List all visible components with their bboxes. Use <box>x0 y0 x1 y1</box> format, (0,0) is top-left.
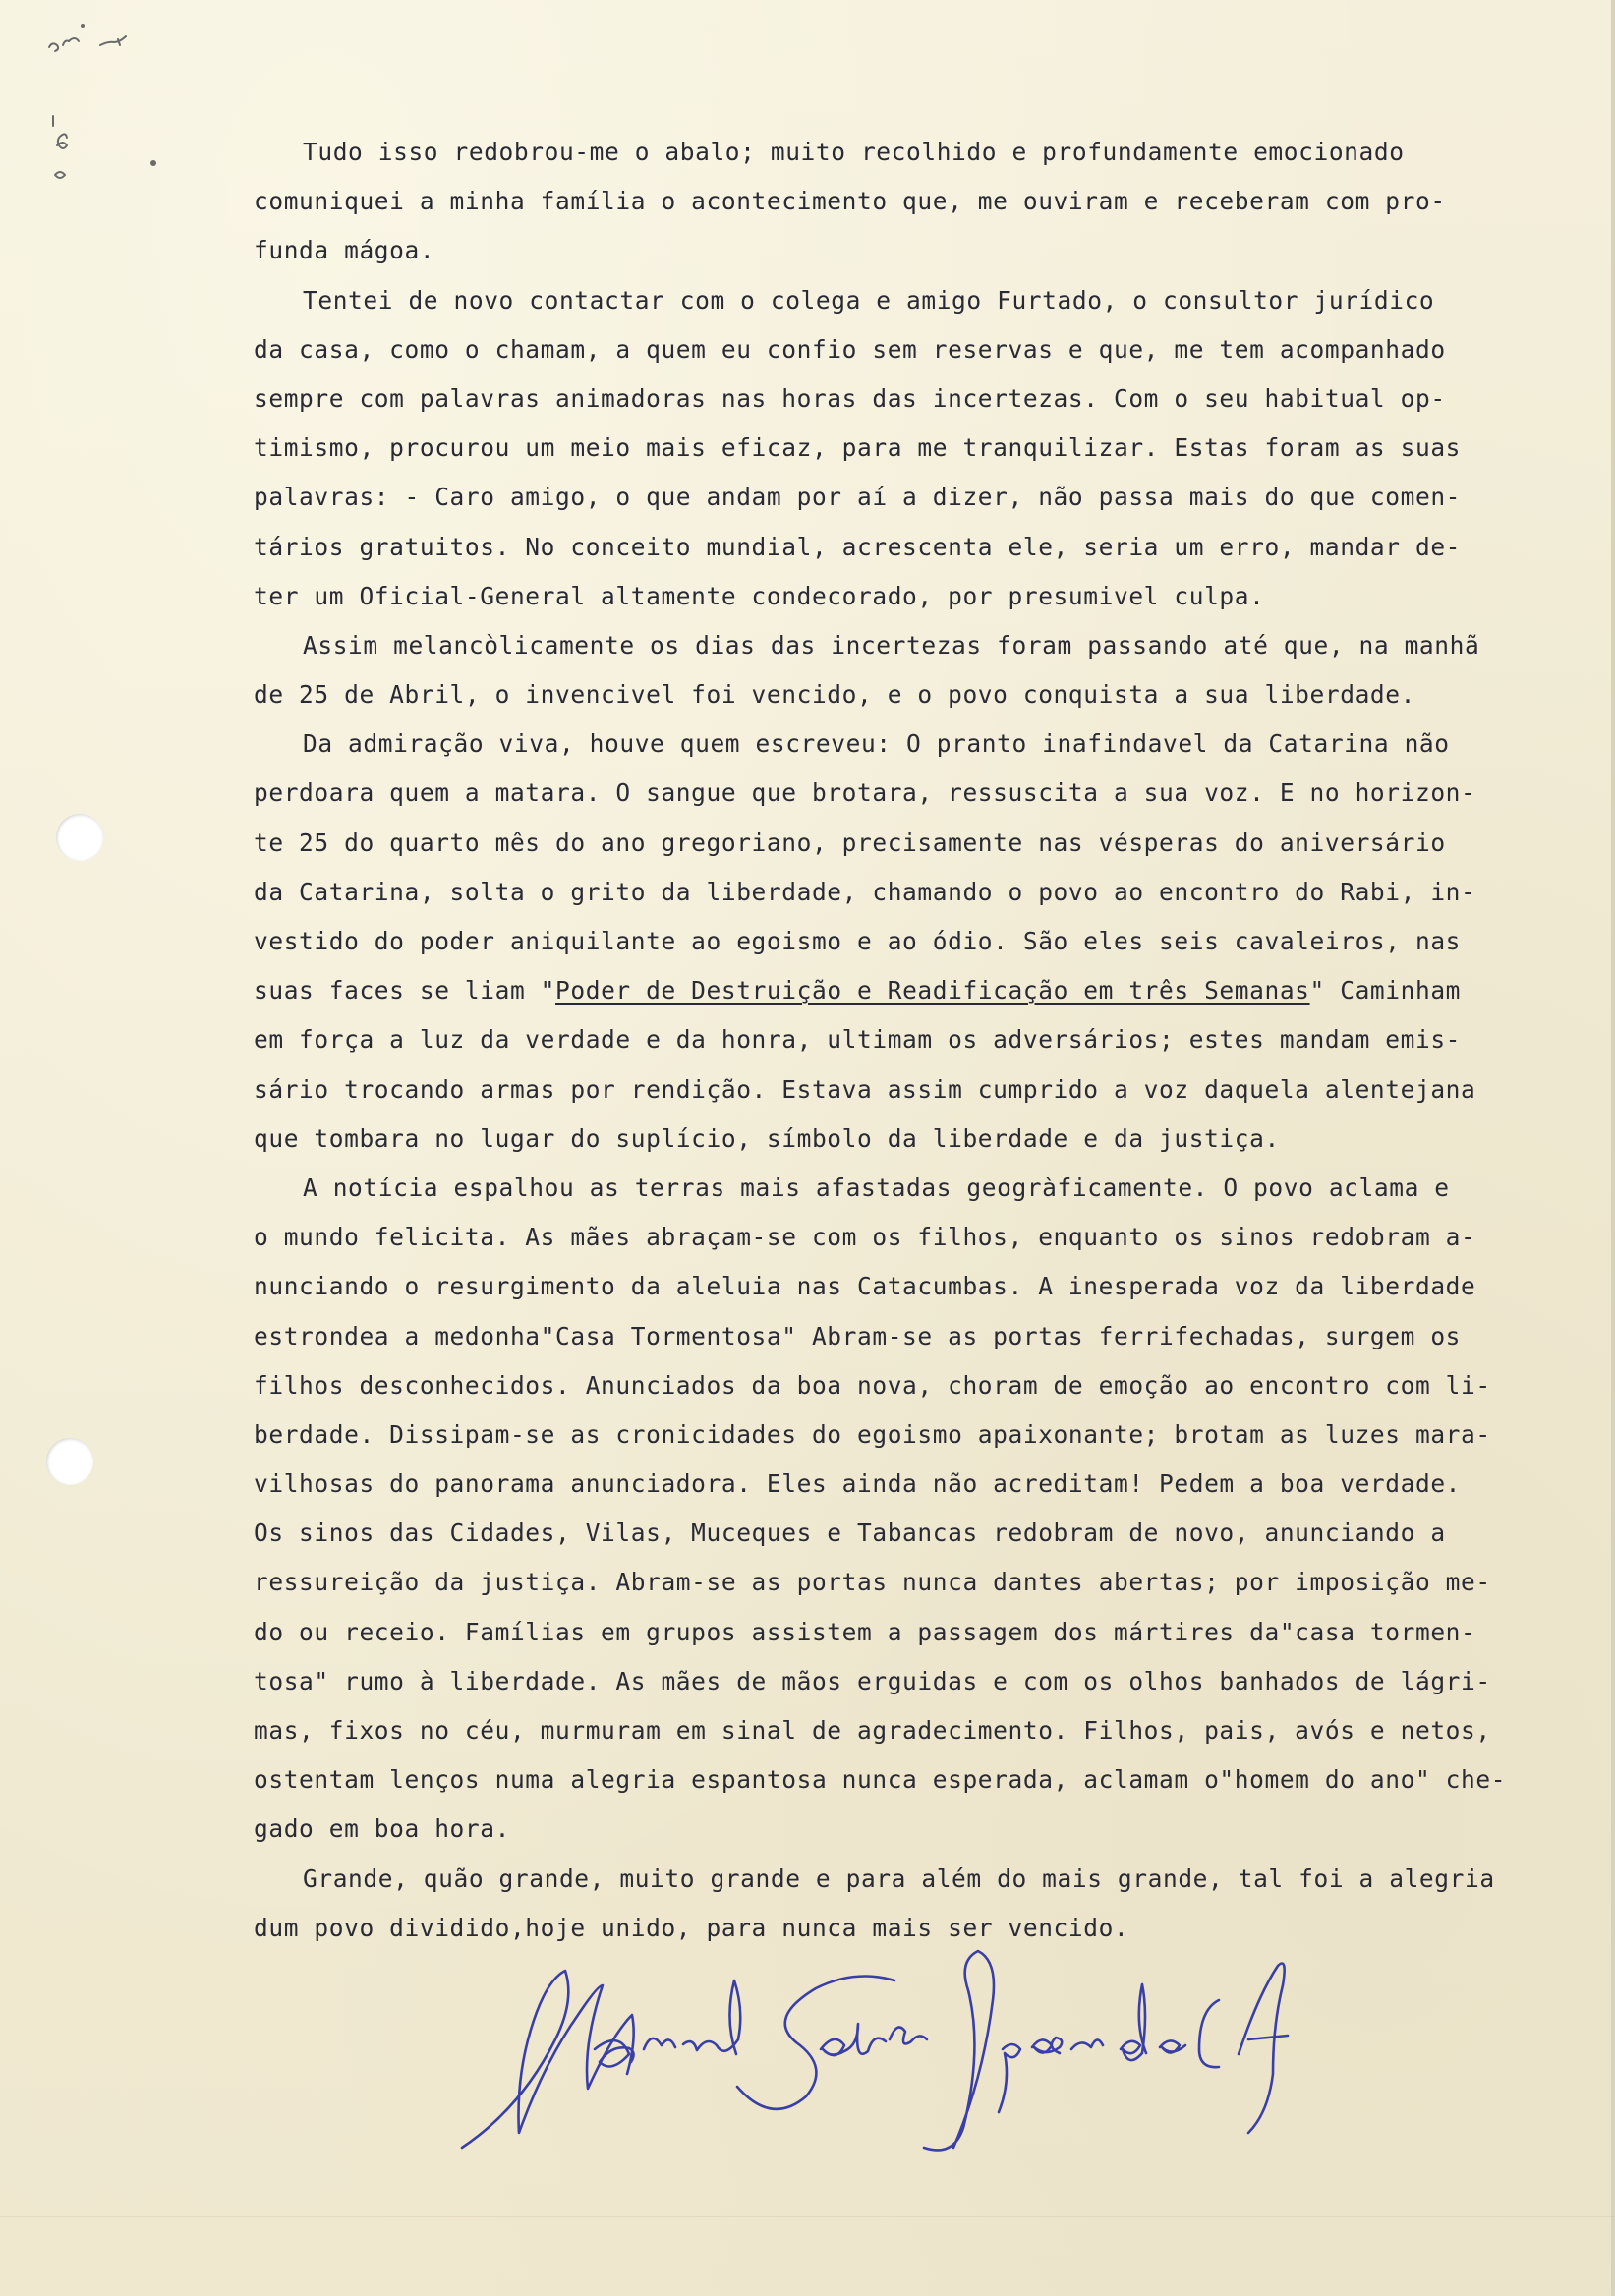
typewritten-letter-body <box>254 128 1602 1953</box>
text-line: filhos desconhecidos. Anunciados da boa nova, choram de emoção ao encontro com li- <box>254 1370 1491 1400</box>
text-line: suas faces se liam "Poder de Destruição e Readificação em três Semanas" Caminham <box>254 976 1462 1005</box>
text-line: sário trocando armas por rendição. Estava assim cumprido a voz daquela alentejana <box>254 1074 1476 1104</box>
text-line: berdade. Dissipam-se as cronicidades do egoismo apaixonante; brotam as luzes mara- <box>254 1419 1491 1449</box>
underlined-phrase: Poder de Destruição e Readificação em três Semanas <box>555 976 1310 1005</box>
text-line: o mundo felicita. As mães abraçam-se com os filhos, enquanto os sinos redobram a- <box>254 1223 1476 1252</box>
margin-pencil-marks <box>39 20 167 187</box>
text-line: Assim melancòlicamente os dias das incertezas foram passando até que, na manhã <box>303 630 1480 660</box>
text-line: vilhosas do panorama anunciadora. Eles ainda não acreditam! Pedem a boa verdade. <box>254 1469 1462 1499</box>
text-line: comuniquei a minha família o acontecimento que, me ouviram e receberam com pro- <box>254 187 1446 216</box>
text-line: da Catarina, solta o grito da liberdade, chamando o povo ao encontro do Rabi, in- <box>254 877 1476 906</box>
text-line: Os sinos das Cidades, Vilas, Muceques e Tabancas redobram de novo, anunciando a <box>254 1519 1446 1548</box>
text-line: vestido do poder aniquilante ao egoismo e ao ódio. São eles seis cavaleiros, nas <box>254 927 1462 955</box>
text-line: palavras: - Caro amigo, o que andam por aí a dizer, não passa mais do que comen- <box>254 483 1462 512</box>
text-line: em força a luz da verdade e da honra, ultimam os adversários; estes mandam emis- <box>254 1025 1462 1055</box>
text-line: mas, fixos no céu, murmuram em sinal de agradecimento. Filhos, pais, avós e netos, <box>254 1716 1491 1745</box>
text-line: nunciando o resurgimento da aleluia nas Catacumbas. A inesperada voz da liberdade <box>254 1272 1476 1301</box>
text-line: da casa, como o chamam, a quem eu confio sem reservas e que, me tem acompanhado <box>254 334 1446 364</box>
text-line: perdoara quem a matara. O sangue que brotara, ressuscita a sua voz. E no horizon- <box>254 778 1476 808</box>
text-line: estrondea a medonha"Casa Tormentosa" Abram-se as portas ferrifechadas, surgem os <box>254 1321 1462 1350</box>
text-line: ter um Oficial-General altamente condecorado, por presumivel culpa. <box>254 581 1265 610</box>
paper-fold-line <box>0 2216 1615 2217</box>
text-line: Da admiração viva, houve quem escreveu: O pranto inafindavel da Catarina não <box>303 729 1450 759</box>
text-line: A notícia espalhou as terras mais afastadas geogràficamente. O povo aclama e <box>303 1173 1450 1202</box>
text-line: dum povo dividido,hoje unido, para nunca mais ser vencido. <box>254 1913 1129 1942</box>
text-line: Tudo isso redobrou-me o abalo; muito recolhido e profundamente emocionado <box>303 138 1405 166</box>
text-line: timismo, procurou um meio mais eficaz, para me tranquilizar. Estas foram as suas <box>254 433 1462 463</box>
text-line: ostentam lenços numa alegria espantosa nunca esperada, aclamam o"homem do ano" che- <box>254 1765 1507 1795</box>
text-line: que tombara no lugar do suplício, símbolo da liberdade e da justiça. <box>254 1123 1280 1153</box>
punch-hole-bottom <box>46 1438 93 1485</box>
text-line: de 25 de Abril, o invencivel foi vencido, e o povo conquista a sua liberdade. <box>254 680 1415 710</box>
text-line: tários gratuitos. No conceito mundial, acrescenta ele, seria um erro, mandar de- <box>254 532 1462 561</box>
text-line: funda mágoa. <box>254 236 435 265</box>
text-line: gado em boa hora. <box>254 1814 510 1844</box>
text-line: ressureição da justiça. Abram-se as portas nunca dantes abertas; por imposição me- <box>254 1568 1491 1597</box>
handwritten-signature <box>442 1941 1327 2167</box>
text-line: te 25 do quarto mês do ano gregoriano, precisamente nas vésperas do aniversário <box>254 828 1446 857</box>
paper-edge <box>1611 0 1615 2296</box>
text-line: Grande, quão grande, muito grande e para além do mais grande, tal foi a alegria <box>303 1864 1495 1893</box>
text-line: sempre com palavras animadoras nas horas das incertezas. Com o seu habitual op- <box>254 383 1446 413</box>
text-line: do ou receio. Famílias em grupos assistem a passagem dos mártires da"casa tormen- <box>254 1617 1476 1646</box>
punch-hole-top <box>56 814 103 861</box>
text-line: tosa" rumo à liberdade. As mães de mãos erguidas e com os olhos banhados de lágri- <box>254 1666 1491 1695</box>
text-line: Tentei de novo contactar com o colega e amigo Furtado, o consultor jurídico <box>303 285 1435 315</box>
